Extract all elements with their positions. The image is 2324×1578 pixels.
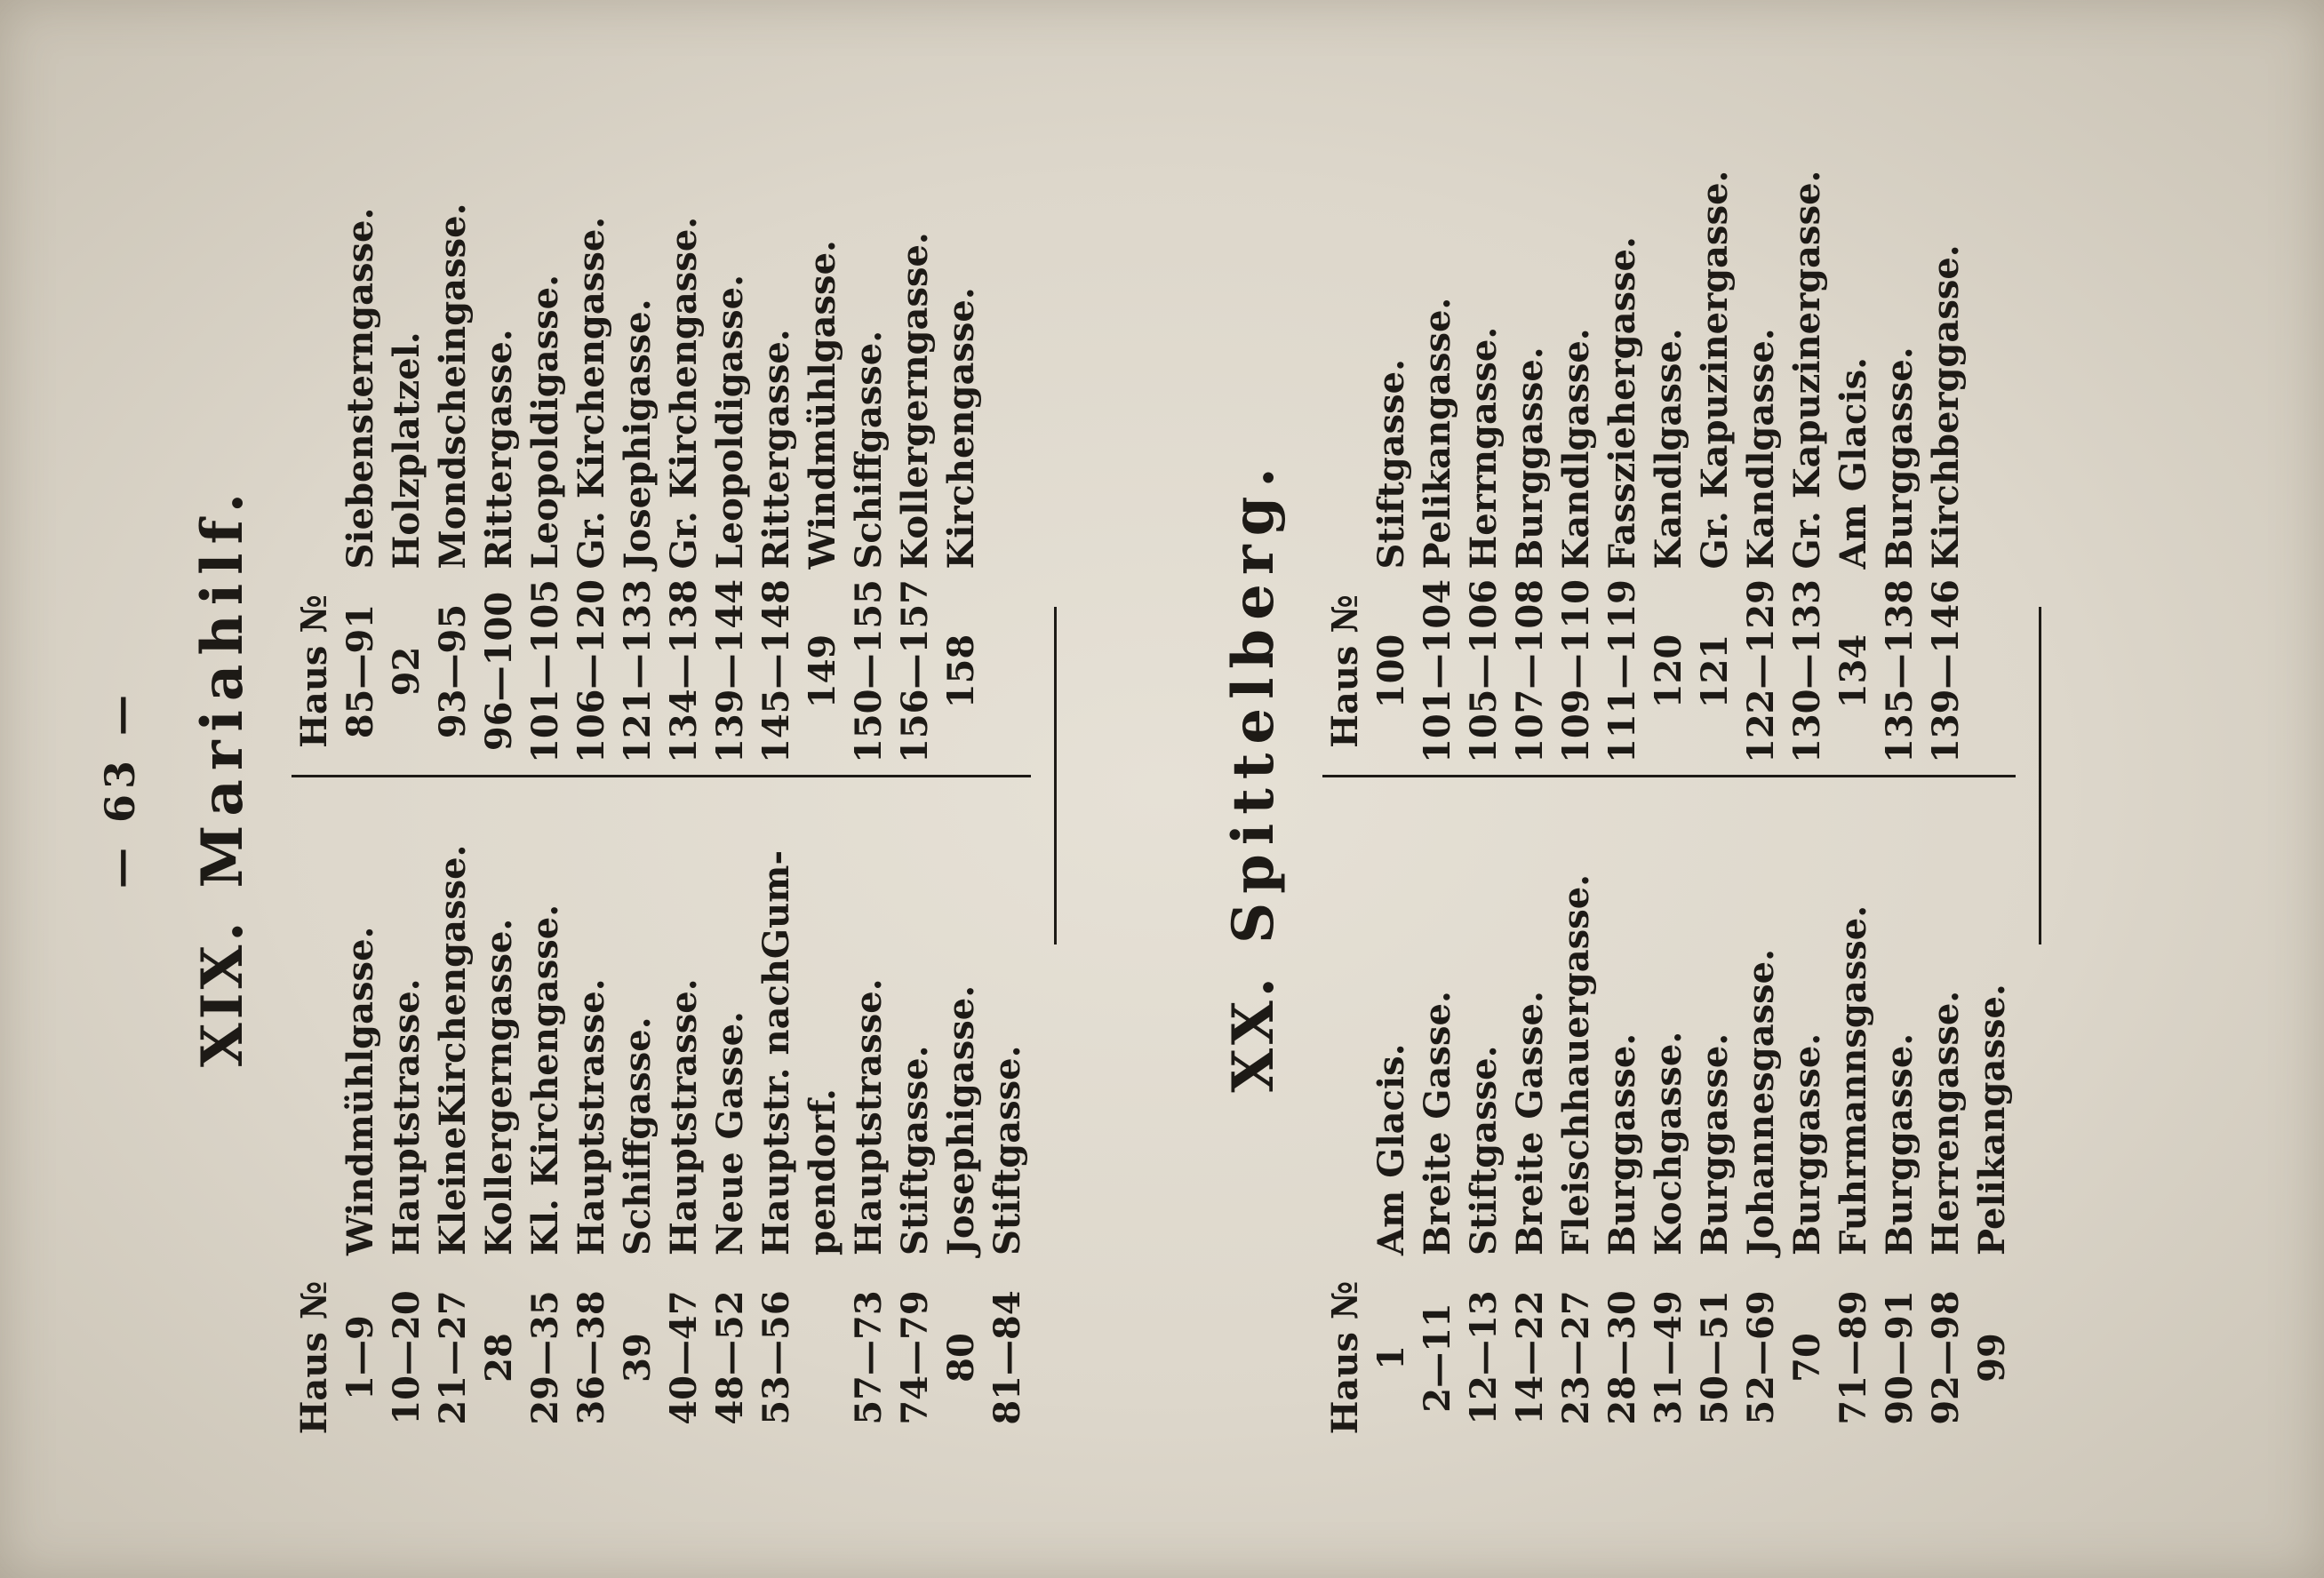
- street-name: Am Glacis.: [1832, 356, 1874, 570]
- street-name: Fleischhauergasse.: [1554, 873, 1597, 1255]
- table-row: [1923, 778, 1969, 1461]
- table-row: [1877, 778, 1923, 1461]
- table-row: [569, 778, 615, 1461]
- table-row: [1646, 92, 1692, 774]
- house-number-range: 92: [385, 646, 427, 697]
- street-name: Gr. Kirchengasse.: [662, 216, 705, 570]
- table-row: [569, 92, 615, 774]
- left-column: [291, 778, 1031, 1461]
- table-row: [892, 778, 938, 1461]
- street-name: Josephigasse.: [939, 984, 982, 1255]
- house-number-range: 36—38: [570, 1290, 612, 1425]
- street-name: Hauptstrasse.: [662, 978, 705, 1255]
- house-number-range: 135—138: [1878, 579, 1921, 763]
- house-number-range: 52—69: [1739, 1290, 1782, 1425]
- street-name: Stiftgasse.: [893, 1045, 936, 1255]
- house-number-range: 90—91: [1878, 1290, 1921, 1425]
- table-row: [1785, 92, 1831, 774]
- table-row: [476, 778, 523, 1461]
- house-number-range: 139—146: [1924, 579, 1967, 763]
- street-name: Gr. Kapuzinergasse.: [1693, 170, 1736, 570]
- street-name: Hauptstr. nachGum-: [755, 849, 797, 1255]
- house-number-range: 145—148: [755, 579, 797, 763]
- street-name: Fassziehergasse.: [1601, 236, 1643, 570]
- street-name: KleineKirchengasse.: [431, 844, 474, 1255]
- house-number-range: 31—49: [1647, 1290, 1689, 1425]
- right-column: [291, 92, 1031, 778]
- table-row: [1600, 92, 1646, 774]
- house-number-range: 70: [1785, 1333, 1828, 1383]
- house-number-range: 71—89: [1832, 1290, 1874, 1425]
- street-name: Leopoldigasse.: [523, 274, 566, 570]
- house-number-range: 106—120: [570, 579, 612, 763]
- house-number-range: 121: [1693, 634, 1736, 709]
- table-row: [938, 92, 985, 774]
- table-row: [1831, 778, 1877, 1461]
- table-row: [430, 778, 476, 1461]
- street-name: Kl. Kirchengasse.: [523, 904, 566, 1255]
- table-row: [1553, 92, 1600, 774]
- street-name: Burggasse.: [1878, 1032, 1921, 1255]
- right-column: [1322, 92, 2016, 778]
- house-number-range: 28—30: [1601, 1290, 1643, 1425]
- house-number-range: 149: [801, 634, 843, 709]
- street-name: Neue Gasse.: [708, 1011, 751, 1255]
- house-number-range: 150—155: [847, 579, 890, 763]
- table-row: [1600, 778, 1646, 1461]
- street-name: Schiffgasse.: [847, 330, 890, 570]
- street-name: Rittergasse.: [755, 329, 797, 570]
- table-row: [384, 778, 430, 1461]
- house-number-range: 39: [616, 1333, 659, 1383]
- rows-container: [338, 92, 985, 774]
- street-name: Holzplatzel.: [385, 331, 427, 570]
- rows-container: [1369, 778, 2016, 1461]
- table-row: [1369, 92, 1415, 774]
- house-number-range: 1: [1370, 1345, 1412, 1370]
- house-number-range: 107—108: [1508, 579, 1551, 763]
- street-name: Breite Gasse.: [1416, 991, 1458, 1255]
- street-name: Stiftgasse.: [1462, 1045, 1505, 1255]
- table-row: [1415, 92, 1461, 774]
- table-row: [1507, 778, 1553, 1461]
- table-row: [661, 778, 707, 1461]
- table-row: [1692, 92, 1738, 774]
- table-row: [1831, 92, 1877, 774]
- street-name: Burggasse.: [1878, 347, 1921, 570]
- street-name: Kirchberggasse.: [1924, 244, 1967, 570]
- street-name: Schiffgasse.: [616, 1016, 659, 1255]
- street-name: Hauptstrasse.: [570, 978, 612, 1255]
- house-number-range: 105—106: [1462, 579, 1505, 763]
- column-header: Haus №: [1323, 1280, 1366, 1435]
- page-number: — 63 —: [95, 689, 144, 889]
- house-number-range: 10—20: [385, 1290, 427, 1425]
- street-name: pendorf.: [801, 1088, 843, 1255]
- house-number-range: 111—119: [1601, 579, 1643, 763]
- table-row: [1461, 92, 1507, 774]
- table-row: [846, 778, 892, 1461]
- street-name: Pelikangasse.: [1416, 297, 1458, 570]
- street-table: [291, 92, 1031, 1460]
- street-name: Burggasse.: [1785, 1032, 1828, 1255]
- table-row: [892, 92, 938, 774]
- street-name: Am Glacis.: [1370, 1043, 1412, 1255]
- table-row: [1738, 92, 1785, 774]
- table-row: [707, 92, 754, 774]
- table-row: [1692, 778, 1738, 1461]
- street-name: Mondscheingasse.: [431, 203, 474, 570]
- house-number-range: 109—110: [1554, 579, 1597, 763]
- house-number-range: 57—73: [847, 1290, 890, 1425]
- table-row: [800, 778, 846, 1461]
- street-name: Windmühlgasse.: [801, 240, 843, 570]
- house-number-range: 53—56: [755, 1290, 797, 1425]
- house-number-range: 74—79: [893, 1290, 936, 1425]
- house-number-range: 139—144: [708, 579, 751, 763]
- street-name: Burggasse.: [1693, 1032, 1736, 1255]
- street-name: Kandlgasse.: [1647, 328, 1689, 570]
- house-number-range: 158: [939, 634, 982, 709]
- street-name: Pelikangasse.: [1970, 984, 2013, 1255]
- street-name: Kandlgasse.: [1739, 328, 1782, 570]
- house-number-range: 121—133: [616, 579, 659, 763]
- street-name: Stiftgasse.: [1370, 358, 1412, 570]
- house-number-range: 1—9: [339, 1315, 381, 1400]
- table-row: [754, 92, 800, 774]
- section-numeral: XIX.: [188, 918, 256, 1068]
- house-number-range: 99: [1970, 1333, 2013, 1383]
- house-number-range: 85—91: [339, 603, 381, 739]
- house-number-range: 50—51: [1693, 1290, 1736, 1425]
- street-name: Leopoldigasse.: [708, 274, 751, 570]
- house-number-range: 101—104: [1416, 579, 1458, 763]
- house-number-range: 100: [1370, 634, 1412, 709]
- house-number-range: 96—100: [477, 591, 520, 752]
- street-name: Burggasse.: [1508, 347, 1551, 570]
- street-name: Fuhrmannsgasse.: [1832, 905, 1874, 1255]
- street-name: Kollergerngasse.: [477, 918, 520, 1255]
- section-title: Mariahilf.: [188, 483, 256, 889]
- table-row: [1507, 92, 1553, 774]
- table-row: [338, 92, 384, 774]
- house-number-range: 156—157: [893, 579, 936, 763]
- section-heading: [189, 92, 256, 1460]
- house-number-range: 122—129: [1739, 579, 1782, 763]
- table-row: [985, 778, 1031, 1461]
- house-number-range: 80: [939, 1333, 982, 1383]
- street-name: Josephigasse.: [616, 299, 659, 570]
- house-number-range: 29—35: [523, 1290, 566, 1425]
- street-name: Rittergasse.: [477, 329, 520, 570]
- house-number-range: 134: [1832, 634, 1874, 709]
- street-name: Stiftgasse.: [986, 1045, 1028, 1255]
- table-row: [1369, 778, 1415, 1461]
- section-end-rule: [1054, 607, 1057, 944]
- table-row: [1969, 778, 2016, 1461]
- house-number-range: 93—95: [431, 603, 474, 739]
- house-number-range: 40—47: [662, 1290, 705, 1425]
- table-row: [1785, 778, 1831, 1461]
- street-name: Kandlgasse.: [1554, 328, 1597, 570]
- house-number-range: 120: [1647, 634, 1689, 709]
- street-name: Kollergerngasse.: [893, 232, 936, 570]
- house-number-range: [800, 1255, 846, 1460]
- table-row: [1923, 92, 1969, 774]
- table-row: [1461, 778, 1507, 1461]
- table-row: [707, 778, 754, 1461]
- table-row: [338, 778, 384, 1461]
- street-name: Hauptstrasse.: [847, 978, 890, 1255]
- column-header: Haus №: [1323, 594, 1366, 748]
- table-row: [1553, 778, 1600, 1461]
- street-table: [1322, 92, 2016, 1460]
- street-name: Breite Gasse.: [1508, 991, 1551, 1255]
- left-column: [1322, 778, 2016, 1461]
- house-number-range: 81—84: [986, 1290, 1028, 1425]
- table-row: [1646, 778, 1692, 1461]
- table-row: [1877, 92, 1923, 774]
- street-name: Gr. Kirchengasse.: [570, 216, 612, 570]
- section-end-rule: [2039, 607, 2041, 944]
- street-name: Windmühlgasse.: [339, 926, 381, 1255]
- section-xix-mariahilf: [189, 92, 1057, 1460]
- rows-container: [338, 778, 1031, 1461]
- column-header: Haus №: [292, 594, 335, 748]
- table-row: [523, 92, 569, 774]
- street-name: Herrengasse.: [1924, 990, 1967, 1255]
- table-row: [846, 92, 892, 774]
- column-header: Haus №: [292, 1280, 335, 1435]
- street-name: Johannesgasse.: [1739, 948, 1782, 1255]
- house-number-range: 48—52: [708, 1290, 751, 1425]
- street-name: Gr. Kapuzinergasse.: [1785, 170, 1828, 570]
- street-name: Burggasse.: [1601, 1032, 1643, 1255]
- table-row: [800, 92, 846, 774]
- house-number-range: 2—11: [1416, 1303, 1458, 1413]
- street-name: Kirchengasse.: [939, 287, 982, 570]
- table-row: [938, 778, 985, 1461]
- table-row: [476, 92, 523, 774]
- house-number-range: 134—138: [662, 579, 705, 763]
- table-row: [384, 92, 430, 774]
- table-row: [1738, 778, 1785, 1461]
- house-number-range: 21—27: [431, 1290, 474, 1425]
- table-row: [523, 778, 569, 1461]
- house-number-range: 14—22: [1508, 1290, 1551, 1425]
- house-number-range: 12—13: [1462, 1290, 1505, 1425]
- street-name: Siebensterngasse.: [339, 207, 381, 570]
- rows-container: [1369, 92, 1969, 774]
- section-xx-spittelberg: [1220, 92, 2041, 1460]
- table-row: [754, 778, 800, 1461]
- table-row: [615, 92, 661, 774]
- table-row: [430, 92, 476, 774]
- section-title: Spittelberg.: [1219, 458, 1287, 944]
- street-name: Herrngasse.: [1462, 326, 1505, 570]
- house-number-range: 92—98: [1924, 1290, 1967, 1425]
- house-number-range: 23—27: [1554, 1290, 1597, 1425]
- house-number-range: 28: [477, 1333, 520, 1383]
- house-number-range: 130—133: [1785, 579, 1828, 763]
- section-heading: [1220, 92, 1287, 1460]
- table-row: [661, 92, 707, 774]
- section-numeral: XX.: [1219, 974, 1287, 1093]
- table-row: [1415, 778, 1461, 1461]
- table-row: [615, 778, 661, 1461]
- rotated-book-page: [43, 34, 2282, 1544]
- house-number-range: 101—105: [523, 579, 566, 763]
- street-name: Hauptstrasse.: [385, 978, 427, 1255]
- street-name: Kochgasse.: [1647, 1031, 1689, 1255]
